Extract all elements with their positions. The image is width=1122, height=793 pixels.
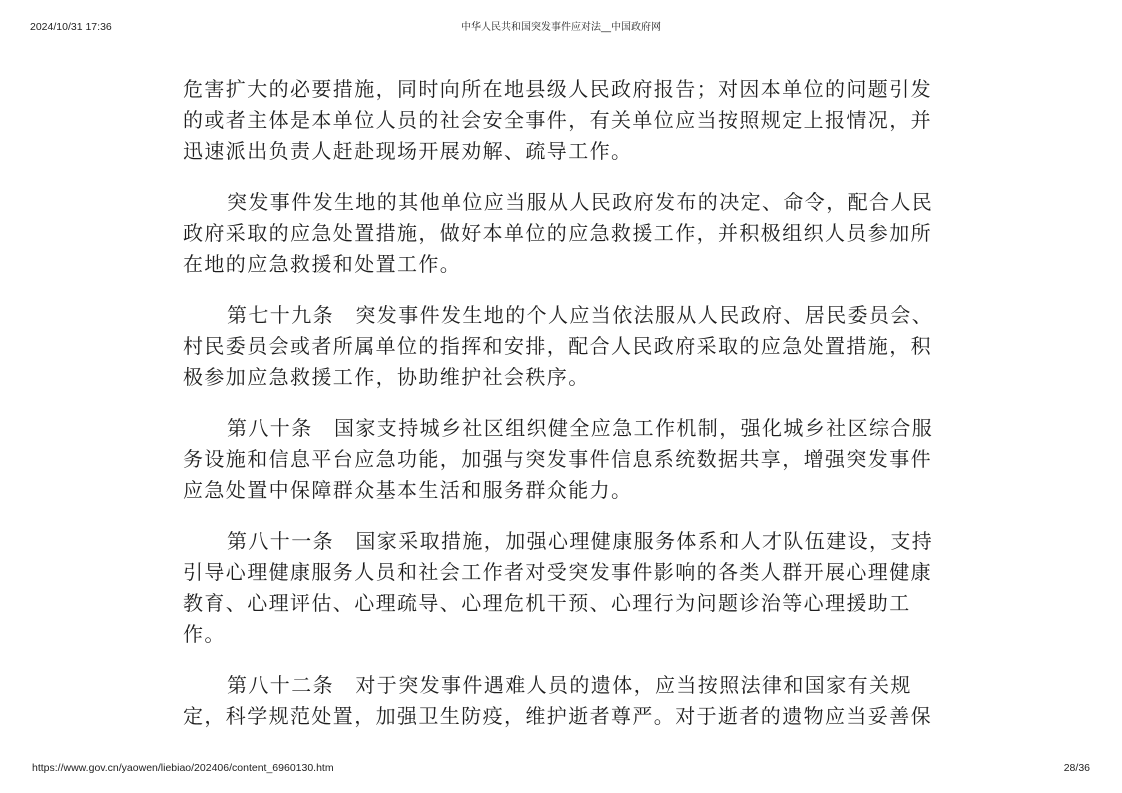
paragraph-continuation	[183, 74, 973, 167]
text-line: 应急处置中保障群众基本生活和服务群众能力。	[183, 478, 633, 502]
page-header-title: 中华人民共和国突发事件应对法__中国政府网	[461, 22, 661, 33]
text-line: 教育、心理评估、心理疏导、心理危机干预、心理行为问题诊治等心理援助工	[183, 591, 911, 615]
article-80	[183, 413, 973, 506]
text-line: 村民委员会或者所属单位的指挥和安排，配合人民政府采取的应急处置措施，积	[183, 334, 932, 358]
text-line: 危害扩大的必要措施，同时向所在地县级人民政府报告；对因本单位的问题引发	[183, 77, 932, 101]
text-line: 定，科学规范处置，加强卫生防疫，维护逝者尊严。对于逝者的遗物应当妥善保	[183, 704, 932, 728]
text-line: 第八十条 国家支持城乡社区组织健全应急工作机制，强化城乡社区综合服	[227, 416, 934, 440]
text-line: 引导心理健康服务人员和社会工作者对受突发事件影响的各类人群开展心理健康	[183, 560, 932, 584]
document-body	[183, 74, 973, 752]
article-82	[183, 670, 973, 732]
article-81	[183, 526, 973, 650]
print-datetime: 2024/10/31 17:36	[30, 21, 112, 33]
page-url: https://www.gov.cn/yaowen/liebiao/202406/content_6960130.htm	[32, 762, 334, 774]
text-line: 政府采取的应急处置措施，做好本单位的应急救援工作，并积极组织人员参加所	[183, 221, 932, 245]
text-line: 第八十一条 国家采取措施，加强心理健康服务体系和人才队伍建设，支持	[227, 529, 934, 553]
text-line: 迅速派出负责人赶赴现场开展劝解、疏导工作。	[183, 139, 633, 163]
text-line: 突发事件发生地的其他单位应当服从人民政府发布的决定、命令，配合人民	[227, 190, 934, 214]
page-number: 28/36	[1063, 762, 1090, 774]
paragraph-other-units	[183, 187, 973, 280]
article-79	[183, 300, 973, 393]
text-line: 极参加应急救援工作，协助维护社会秩序。	[183, 365, 590, 389]
text-line: 第八十二条 对于突发事件遇难人员的遗体，应当按照法律和国家有关规	[227, 673, 912, 697]
text-line: 作。	[183, 622, 226, 646]
text-line: 的或者主体是本单位人员的社会安全事件，有关单位应当按照规定上报情况，并	[183, 108, 932, 132]
text-line: 第七十九条 突发事件发生地的个人应当依法服从人民政府、居民委员会、	[227, 303, 934, 327]
text-line: 在地的应急救援和处置工作。	[183, 252, 462, 276]
text-line: 务设施和信息平台应急功能，加强与突发事件信息系统数据共享，增强突发事件	[183, 447, 932, 471]
